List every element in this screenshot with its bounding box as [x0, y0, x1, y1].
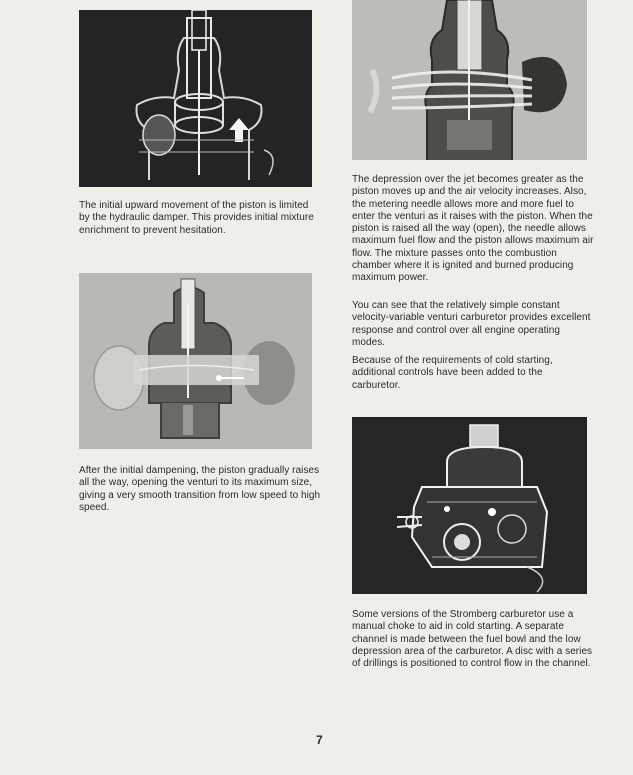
piston-damper-illustration: [79, 10, 312, 187]
caption-piston-damper: The initial upward movement of the piston is limited by the hydraulic damper. This provides initial mixture enrichment to prevent hesitation.: [79, 200, 314, 236]
paragraph-variable-venturi: You can see that the relatively simple constant velocity-variable venturi carburetor provides excellent response and control over all engine operating modes.: [352, 300, 591, 348]
stromberg-carburetor-illustration: [352, 417, 587, 594]
caption-piston-raising: After the initial dampening, the piston gradually raises all the way, opening the venturi to its maximum size, giving a very smooth transition from low speed to high speed.: [79, 465, 321, 513]
carburetor-crosssection-illustration: [79, 273, 312, 449]
figure-piston-damper: [79, 10, 312, 187]
figure-airflow-venturi: [352, 0, 587, 160]
airflow-venturi-illustration: [352, 0, 587, 160]
figure-carburetor-crosssection: [79, 273, 312, 449]
page-number: 7: [316, 733, 323, 747]
paragraph-depression-jet: The depression over the jet becomes greater as the piston moves up and the air velocity increases. Also, the metering needle allows more and more fuel to enter the venturi as it raises with the piston. When the piston is raised all the way (open), the needle allows maximum fuel flow and the piston allows maximum air flow. The mixture passes onto the combustion chamber where it is ignited and burned producing maximum power.: [352, 174, 594, 284]
paragraph-manual-choke: Some versions of the Stromberg carburetor use a manual choke to aid in cold starting. A separate channel is made between the fuel bowl and the low depression area of the carburetor. A disc with a series of drillings is positioned to control flow in the channel.: [352, 609, 593, 670]
figure-stromberg-carburetor: [352, 417, 587, 594]
paragraph-cold-starting: Because of the requirements of cold starting, additional controls have been added to the carburetor.: [352, 355, 553, 391]
